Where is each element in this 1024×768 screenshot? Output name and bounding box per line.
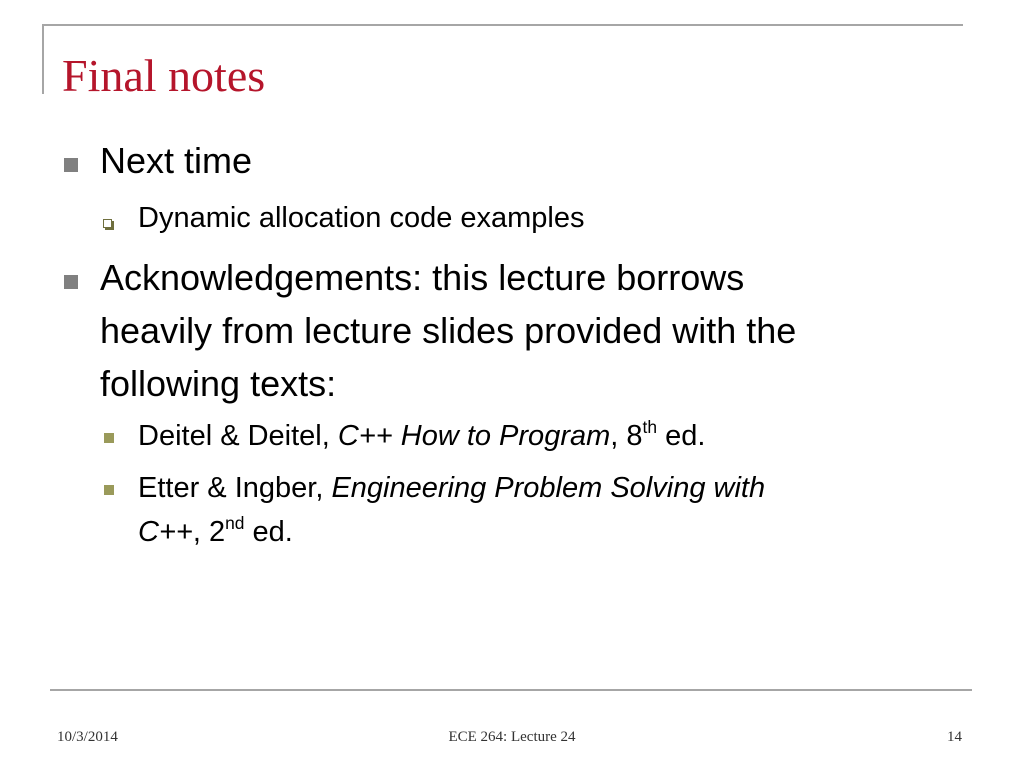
frame-top-rule (42, 24, 963, 26)
bullet-line-3: following texts: (100, 363, 337, 404)
bullet-line-1: Acknowledgements: this lecture borrows (100, 257, 745, 298)
author-text: Deitel & Deitel, (138, 420, 330, 452)
square-bullet-icon (64, 275, 78, 289)
edition-suffix: th (642, 416, 658, 437)
edition-number: 2 (208, 516, 226, 548)
square-bullet-icon (64, 158, 78, 172)
author-text: Etter & Ingber, (138, 472, 324, 504)
slide-title: Final notes (62, 50, 266, 101)
sub-bullet-deitel: Deitel & Deitel, C++ How to Program, 8th ed. (138, 414, 705, 458)
book-title: C++ How to Program (337, 420, 611, 452)
sub-bullet-dynamic-allocation (138, 196, 585, 240)
square-bullet-icon (104, 433, 114, 443)
square-bullet-icon (104, 485, 114, 495)
book-title-line-1: Engineering Problem Solving with (331, 472, 766, 504)
edition-suffix: nd (225, 512, 245, 533)
bullet-text: Next time (100, 140, 253, 181)
book-title-line-2: C++ (138, 516, 193, 548)
bullet-line-2: heavily from lecture slides provided with the (100, 310, 797, 351)
edition-label: ed. (665, 420, 706, 452)
bullet-acknowledgements (100, 251, 796, 410)
footer-page-number: 14 (947, 729, 962, 745)
edition-label: ed. (252, 516, 293, 548)
footer-course-title: ECE 264: Lecture 24 (448, 729, 576, 745)
hollow-square-bullet-icon (103, 219, 112, 228)
edition-number: 8 (626, 420, 643, 452)
sub-bullet-etter: Etter & Ingber, Engineering Problem Solving with C++, 2nd ed. (138, 466, 765, 554)
footer-rule (50, 689, 972, 691)
frame-left-rule (42, 24, 44, 94)
footer-date: 10/3/2014 (57, 729, 118, 745)
sub-bullet-text: Dynamic allocation code examples (138, 202, 585, 234)
bullet-next-time (100, 134, 252, 187)
